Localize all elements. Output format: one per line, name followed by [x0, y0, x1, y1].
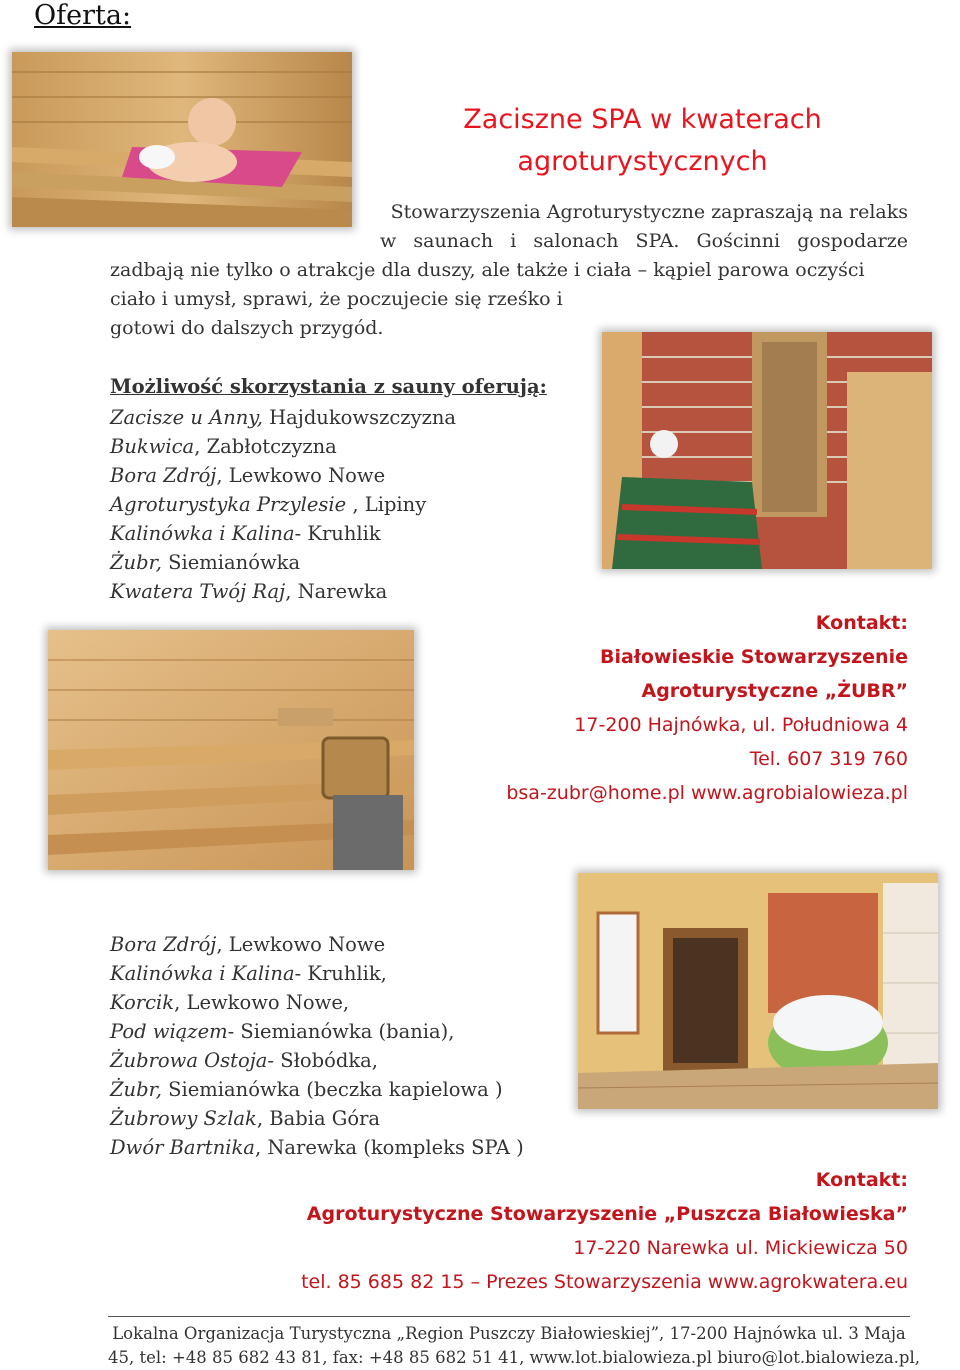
list-item: [110, 519, 456, 548]
place-name: Żubr,: [110, 1078, 162, 1101]
intro-line-1: Stowarzyszenia Agroturystyczne zapraszają na relaks: [390, 201, 908, 223]
photo-sauna-room-image: [602, 332, 932, 569]
title-line-2: agroturystycznych: [517, 146, 768, 177]
spa-list: [110, 930, 524, 1162]
place-name: Żubrowa Ostoja: [110, 1049, 268, 1072]
footer-line-1: Lokalna Organizacja Turystyczna „Region Puszczy Białowieskiej”, 17-200 Hajnówka ul. 3 Maja: [112, 1324, 906, 1343]
photo-sauna-room: [602, 332, 932, 569]
contact-2: [301, 1163, 908, 1299]
place-location: , Narewka: [285, 580, 388, 603]
sauna-subheading: Możliwość skorzystania z sauny oferują:: [110, 375, 547, 398]
photo-baby-sauna-image: [12, 52, 352, 227]
list-item: [110, 1017, 524, 1046]
list-item: [110, 548, 456, 577]
contact-1-web[interactable]: bsa-zubr@home.pl www.agrobialowieza.pl: [506, 782, 908, 804]
place-name: Agroturystyka Przylesie: [110, 493, 347, 516]
place-location: , Lipiny: [346, 493, 427, 516]
place-name: Korcik: [110, 991, 175, 1014]
list-item: [110, 1133, 524, 1162]
place-name: Żubr,: [110, 551, 162, 574]
contact-2-label: Kontakt:: [815, 1169, 908, 1191]
list-item: [110, 403, 456, 432]
photo-sauna-bucket: [48, 630, 414, 870]
place-name: Bora Zdrój: [110, 464, 217, 487]
contact-1-phone: Tel. 607 319 760: [749, 748, 908, 770]
list-item: [110, 930, 524, 959]
list-item: [110, 988, 524, 1017]
place-location: , Lewkowo Nowe,: [174, 991, 350, 1014]
title-line-1: Zaciszne SPA w kwaterach: [463, 104, 822, 135]
place-location: , Babia Góra: [256, 1107, 381, 1130]
place-location: - Słobódka,: [267, 1049, 378, 1072]
photo-spa-room-image: [578, 873, 938, 1109]
photo-baby-sauna: [12, 52, 352, 227]
place-location: Siemianówka (beczka kapielowa ): [161, 1078, 503, 1101]
contact-1-org-line-2: Agroturystyczne „ŻUBR”: [641, 680, 908, 702]
place-location: - Siemianówka (bania),: [227, 1020, 455, 1043]
place-name: Kalinówka i Kalina: [110, 522, 295, 545]
intro-line-5: gotowi do dalszych przygód.: [110, 317, 384, 339]
contact-2-org: Agroturystyczne Stowarzyszenie „Puszcza Białowieska”: [306, 1203, 908, 1225]
place-location: Hajdukowszczyzna: [262, 406, 457, 429]
place-name: Bukwica: [110, 435, 195, 458]
place-name: Pod wiązem: [110, 1020, 228, 1043]
photo-spa-room: [578, 873, 938, 1109]
place-location: , Lewkowo Nowe: [216, 464, 386, 487]
list-item: [110, 490, 456, 519]
place-location: , Narewka (kompleks SPA ): [254, 1136, 524, 1159]
place-name: Dwór Bartnika: [110, 1136, 255, 1159]
list-item: [110, 461, 456, 490]
place-name: Bora Zdrój: [110, 933, 217, 956]
contact-2-phone[interactable]: tel. 85 685 82 15 – Prezes Stowarzyszenia www.agrokwatera.eu: [301, 1271, 908, 1293]
intro-line-3: zadbają nie tylko o atrakcje dla duszy, ale także i ciała – kąpiel parowa oczyści: [110, 259, 865, 281]
place-name: Kalinówka i Kalina: [110, 962, 295, 985]
place-location: Siemianówka: [161, 551, 301, 574]
list-item: [110, 432, 456, 461]
contact-1-label: Kontakt:: [815, 612, 908, 634]
place-location: , Zabłotczyzna: [194, 435, 337, 458]
contact-1-address: 17-200 Hajnówka, ul. Południowa 4: [574, 714, 908, 736]
place-location: , Lewkowo Nowe: [216, 933, 386, 956]
contact-1-org-line-1: Białowieskie Stowarzyszenie: [599, 646, 908, 668]
list-item: [110, 577, 456, 606]
footer-divider: [108, 1316, 910, 1317]
photo-sauna-bucket-image: [48, 630, 414, 870]
page-heading: Oferta:: [34, 0, 132, 31]
footer: [108, 1322, 920, 1370]
place-location: - Kruhlik,: [294, 962, 387, 985]
place-location: - Kruhlik: [294, 522, 381, 545]
intro-line-2: w saunach i salonach SPA. Gościnni gospodarze: [380, 230, 908, 252]
place-name: Zacisze u Anny,: [110, 406, 263, 429]
contact-2-address: 17-220 Narewka ul. Mickiewicza 50: [573, 1237, 908, 1259]
place-name: Kwatera Twój Raj: [110, 580, 286, 603]
list-item: [110, 1104, 524, 1133]
footer-line-2: 45, tel: +48 85 682 43 81, fax: +48 85 682 51 41, www.lot.bialowieza.pl biuro@lot.bialowieza.pl,: [108, 1348, 920, 1367]
list-item: [110, 1046, 524, 1075]
intro-line-4: ciało i umysł, sprawi, że poczujecie się rześko i: [110, 288, 563, 310]
list-item: [110, 959, 524, 988]
contact-1: [506, 606, 908, 810]
place-name: Żubrowy Szlak: [110, 1107, 257, 1130]
sauna-list: [110, 403, 456, 606]
list-item: [110, 1075, 524, 1104]
